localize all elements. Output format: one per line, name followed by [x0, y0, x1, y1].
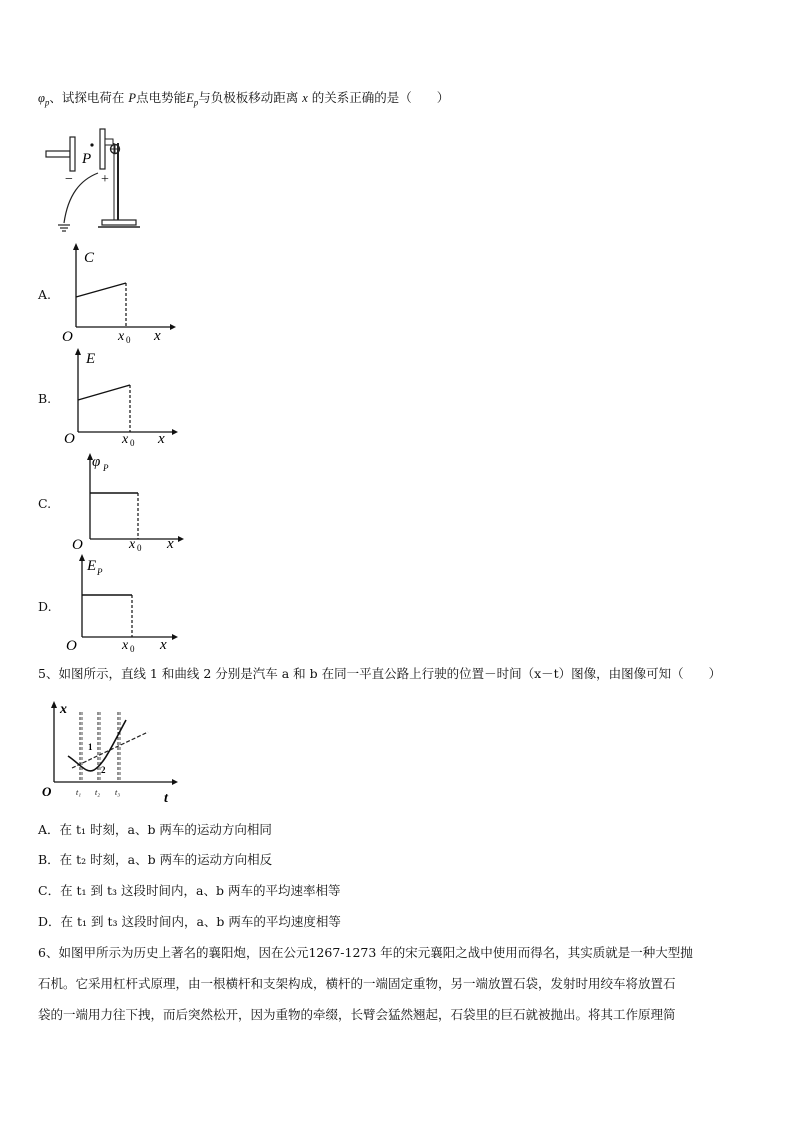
option-d-tick: x: [122, 638, 129, 653]
apparatus-plus-sign: +: [101, 172, 109, 187]
option-b-graph: [60, 345, 180, 450]
option-d-ylabel: E: [87, 558, 97, 574]
option-b-xlabel: x: [158, 431, 165, 447]
phi-symbol: φ: [38, 91, 45, 105]
option-b-label: B.: [38, 391, 52, 406]
option-a-origin: O: [62, 329, 73, 345]
q5-option-b: B．在 t₂ 时刻，a、b 两车的运动方向相反: [38, 852, 273, 867]
q5-origin: O: [42, 784, 52, 799]
q5-ylabel: x: [60, 702, 67, 717]
option-c-ylabel-sub: P: [103, 463, 109, 473]
option-b-tick-sub: 0: [130, 438, 135, 448]
q5-option-c: C．在 t₁ 到 t₃ 这段时间内，a、b 两车的平均速率相等: [38, 883, 341, 898]
option-c-graph: [66, 450, 186, 555]
q6-line-1: 6、如图甲所示为历史上著名的襄阳炮，因在公元1267-1273 年的宋元襄阳之战中使用而得名，其实质就是一种大型抛: [38, 945, 693, 960]
q5-xlabel: t: [164, 791, 168, 806]
option-d-origin: O: [66, 638, 77, 654]
apparatus-minus-sign: −: [65, 172, 73, 187]
option-a-ylabel: C: [84, 250, 95, 266]
option-a-tick-sub: 0: [126, 335, 131, 345]
option-d-tick-sub: 0: [130, 644, 135, 654]
q6-line-3: 袋的一端用力往下拽，而后突然松开，因为重物的牵缀，长臂会猛然翘起，石袋里的巨石就被抛出。将其工作原理简: [38, 1007, 676, 1022]
option-c-tick: x: [129, 537, 136, 552]
option-a-xlabel: x: [154, 328, 161, 344]
option-d-ylabel-sub: P: [97, 567, 103, 577]
option-b-ylabel: E: [86, 351, 96, 367]
option-c-origin: O: [72, 537, 83, 553]
q4-stem: $\varphi_p$、试探电荷在 P点电势能$E_p$与负极板移动距离 x 的关系正确的是（ ）: [38, 90, 450, 108]
q5-line1-label: 1: [88, 742, 93, 752]
q5-t2: t₂: [95, 788, 101, 797]
option-c-tick-sub: 0: [137, 543, 142, 553]
option-d-label: D.: [38, 599, 52, 614]
q5-option-a: A．在 t₁ 时刻，a、b 两车的运动方向相同: [38, 822, 272, 837]
option-a-tick: x: [118, 329, 125, 344]
q5-t1: t₁: [76, 788, 82, 797]
option-d-xlabel: x: [160, 637, 167, 653]
option-a-label: A.: [38, 287, 52, 302]
option-c-ylabel: φ: [92, 454, 101, 470]
option-b-tick: x: [122, 432, 129, 447]
q5-xt-graph: [38, 698, 180, 806]
option-a-graph: [58, 240, 178, 345]
option-d-graph: [60, 553, 180, 658]
apparatus-p-label: P: [82, 151, 92, 167]
option-b-origin: O: [64, 431, 75, 447]
capacitor-apparatus-figure: [40, 125, 150, 235]
option-c-label: C.: [38, 496, 52, 511]
q6-line-2: 石机。它采用杠杆式原理，由一根横杆和支架构成，横杆的一端固定重物，另一端放置石袋，发射时用绞车将放置石: [38, 976, 676, 991]
q5-stem: 5、如图所示，直线 1 和曲线 2 分别是汽车 a 和 b 在同一平直公路上行驶的位置－时间（x－t）图像，由图像可知（ ）: [38, 666, 722, 681]
option-c-xlabel: x: [167, 536, 174, 552]
q5-t3: t₃: [115, 788, 121, 797]
q5-option-d: D．在 t₁ 到 t₃ 这段时间内，a、b 两车的平均速度相等: [38, 914, 341, 929]
q5-curve2-label: 2: [101, 765, 106, 775]
